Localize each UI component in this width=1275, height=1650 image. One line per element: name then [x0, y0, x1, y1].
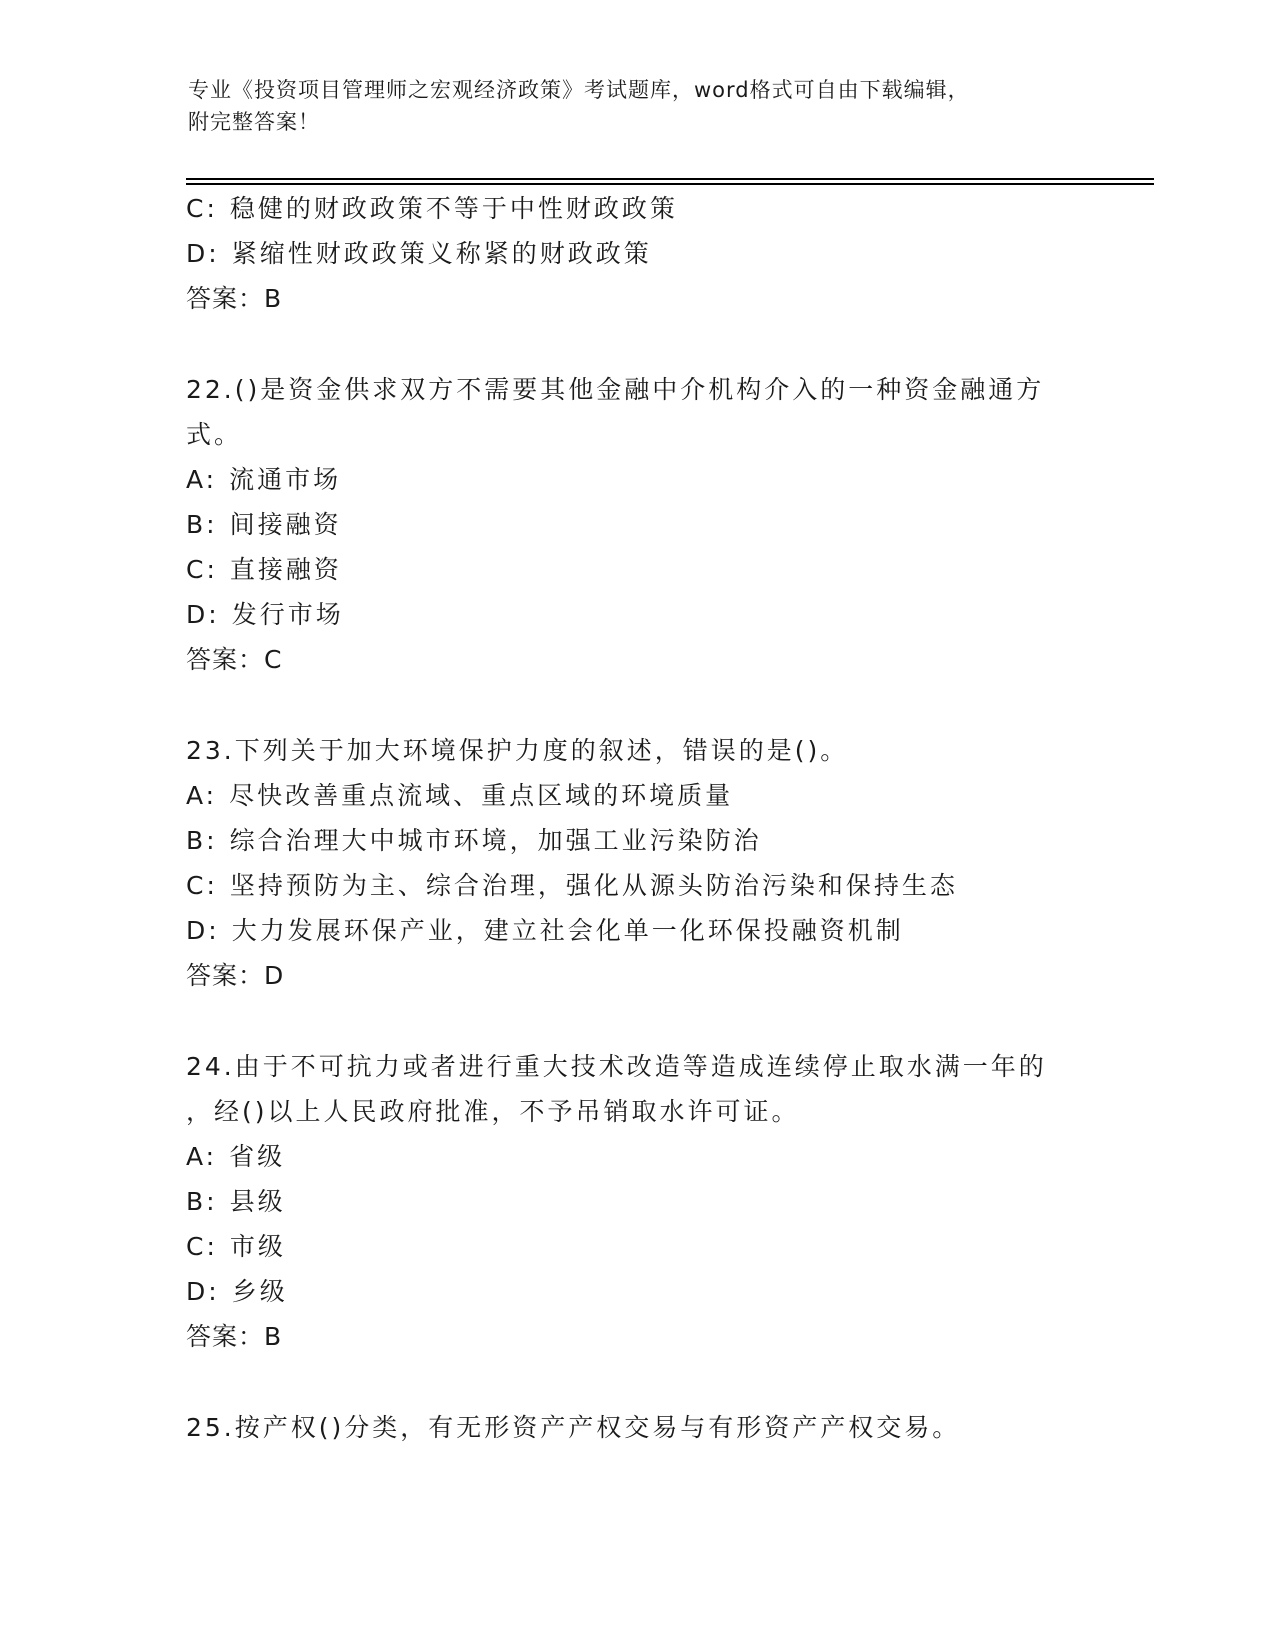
option-a: [186, 1134, 1106, 1179]
document-header: [188, 74, 1088, 138]
option-text: 乡级: [231, 1277, 288, 1306]
header-divider-bottom: [186, 183, 1154, 185]
question-22: [186, 367, 1106, 682]
question-stem-line-2: ，经()以上人民政府批准，不予吊销取水许可证。: [186, 1097, 800, 1126]
option-text: 坚持预防为主、综合治理，强化从源头防治污染和保持生态: [229, 871, 958, 900]
question-stem-line-1: 22.()是资金供求双方不需要其他金融中介机构介入的一种资金融通方: [186, 375, 1045, 404]
option-d: [186, 908, 1106, 953]
question-24: [186, 1044, 1106, 1359]
header-line-1: 专业《投资项目管理师之宏观经济政策》考试题库，word格式可自由下载编辑，: [188, 78, 970, 102]
option-b: [186, 502, 1106, 547]
option-b: [186, 818, 1106, 863]
option-text: 综合治理大中城市环境，加强工业污染防治: [229, 826, 762, 855]
option-label: C:: [186, 1232, 218, 1261]
question-content: [186, 186, 1106, 1450]
option-text: 直接融资: [229, 555, 342, 584]
option-c: [186, 547, 1106, 592]
option-a: [186, 773, 1106, 818]
question-stem-line-2: 式。: [186, 420, 243, 449]
option-d: [186, 592, 1106, 637]
option-d: [186, 1269, 1106, 1314]
option-label: D:: [186, 600, 220, 629]
option-text: 发行市场: [231, 600, 344, 629]
option-text: 市级: [229, 1232, 286, 1261]
option-text: 流通市场: [229, 465, 342, 494]
option-label: D:: [186, 916, 220, 945]
option-d: [186, 231, 1106, 276]
option-label: C:: [186, 871, 218, 900]
option-text: 间接融资: [229, 510, 342, 539]
option-text: 县级: [229, 1187, 286, 1216]
answer: 答案：C: [186, 645, 283, 674]
option-label: C:: [186, 555, 218, 584]
option-label: D:: [186, 239, 220, 268]
option-b: [186, 1179, 1106, 1224]
prev-question: [186, 186, 1106, 321]
header-line-2: 附完整答案！: [188, 110, 320, 134]
option-label: A:: [186, 781, 218, 810]
option-label: A:: [186, 465, 218, 494]
option-text: 尽快改善重点流域、重点区域的环境质量: [229, 781, 734, 810]
option-c: [186, 1224, 1106, 1269]
question-stem-line-1: 23.下列关于加大环境保护力度的叙述，错误的是()。: [186, 736, 849, 765]
option-label: A:: [186, 1142, 218, 1171]
option-text: 大力发展环保产业，建立社会化单一化环保投融资机制: [231, 916, 904, 945]
option-label: D:: [186, 1277, 220, 1306]
question-23: [186, 728, 1106, 998]
option-label: C:: [186, 194, 218, 223]
option-c: [186, 186, 1106, 231]
option-label: B:: [186, 510, 218, 539]
option-text: 紧缩性财政政策义称紧的财政政策: [231, 239, 652, 268]
question-stem-line-1: 24.由于不可抗力或者进行重大技术改造等造成连续停止取水满一年的: [186, 1052, 1047, 1081]
answer: 答案：B: [186, 1322, 283, 1351]
option-c: [186, 863, 1106, 908]
option-label: B:: [186, 1187, 218, 1216]
question-25: [186, 1405, 1106, 1450]
option-a: [186, 457, 1106, 502]
option-text: 稳健的财政政策不等于中性财政政策: [229, 194, 678, 223]
answer: 答案：D: [186, 961, 285, 990]
header-divider-top: [186, 178, 1154, 180]
question-stem-line-1: 25.按产权()分类，有无形资产产权交易与有形资产产权交易。: [186, 1413, 961, 1442]
option-text: 省级: [229, 1142, 286, 1171]
answer: 答案：B: [186, 284, 283, 313]
option-label: B:: [186, 826, 218, 855]
